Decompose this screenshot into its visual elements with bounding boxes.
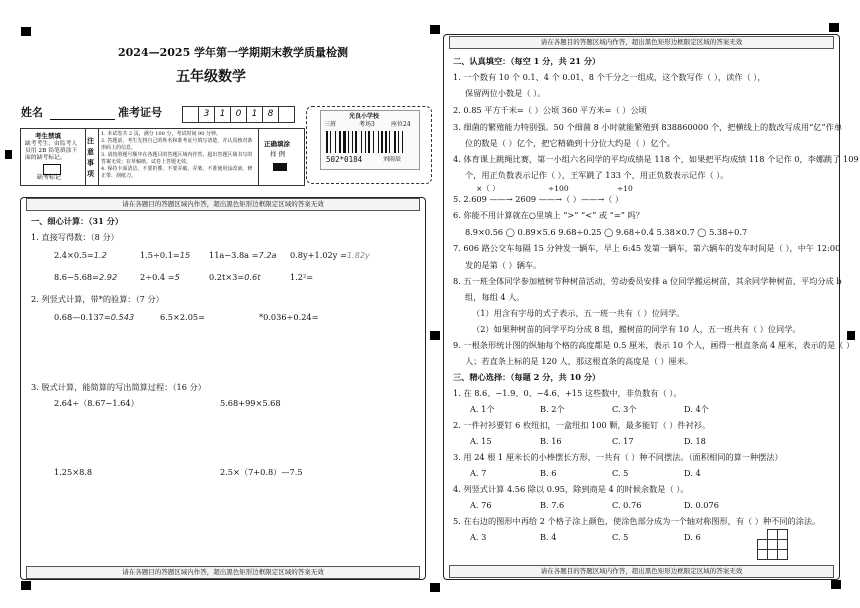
exam-id-cell: 3: [198, 106, 215, 123]
fill-line: 2. 0.85 平方千米=（ ）公顷 360 平方米=（ ）公顷: [453, 105, 647, 115]
mc-option: D. 4个: [684, 404, 709, 414]
arrow-label: ÷10: [617, 184, 633, 193]
barcode-stripe: [355, 131, 357, 153]
mc-option: C. 5: [612, 532, 629, 542]
mc-option: A. 1个: [470, 404, 495, 414]
notice-box: [20, 128, 305, 186]
step-calc-item: 2.5×（7+0.8）—7.5: [220, 467, 303, 477]
mental-math-item: 8.6−5.68=2.92: [54, 272, 118, 282]
step-calc-item: 5.68+99×5.68: [220, 398, 281, 408]
mc-option: D. 6: [684, 532, 701, 542]
barcode-stripe: [398, 131, 399, 153]
vertical-calc-item: 0.68—0.137=0.543: [54, 312, 135, 322]
barcode-student: 刘雨辰: [383, 156, 402, 163]
symmetry-grid-figure: [757, 529, 787, 559]
arrow-label: ×（ ）: [476, 184, 500, 193]
name-label: 姓名: [21, 106, 43, 119]
mental-math-item: 2÷0.4 =5: [140, 272, 180, 282]
registration-mark: [430, 583, 440, 592]
barcode-stripe: [394, 131, 396, 153]
rules-label-column: [85, 129, 99, 185]
barcode-stripe: [373, 131, 374, 153]
barcode-room: 三班: [324, 121, 337, 128]
mc-option: C. 3个: [612, 404, 637, 414]
sample-column: [258, 129, 304, 185]
registration-mark: [430, 331, 440, 340]
name-underline: [50, 119, 115, 120]
rule-line: 3. 请按照题号顺序在各题目的答题区域内作答，超出答题区域书写的答案无效；在草稿纸、试卷上答题无效。: [101, 152, 253, 165]
mc-question: 2. 一件衬衫要钉 6 枚纽扣，一盒纽扣 100 颗，最多能钉（ ）件衬衫。: [453, 420, 711, 430]
rules-label: 注意事项: [87, 136, 94, 178]
mc-option: C. 0.76: [612, 500, 642, 510]
section3-title: 三、精心选择：（每题 2 分，共 10 分）: [453, 372, 601, 382]
barcode-exam-room: 考场3: [359, 121, 375, 128]
barcode-stripe: [381, 131, 383, 153]
barcode-stripe: [385, 131, 387, 153]
mc-option: C. 5: [612, 468, 629, 478]
barcode-stripe: [335, 131, 336, 153]
fill-line: 个，用正负数表示记作（ ），王军跳了 133 个，用正负数表示记作（ ）。: [465, 170, 729, 180]
barcode-stripe: [348, 131, 349, 153]
absent-title: 考生禁填: [35, 132, 61, 140]
barcode-stripe: [343, 131, 346, 153]
grid-cell: [777, 549, 788, 560]
q1-title: 1. 直接写得数：（8 分）: [31, 232, 119, 242]
fill-line: 发的是第（ ）辆车。: [465, 260, 542, 270]
q2-title: 2. 列竖式计算，带*的验算：（7 分）: [31, 294, 164, 304]
absent-column: [21, 129, 86, 185]
banner-bottom-right: 请在各题目的答题区域内作答，超出黑色矩形边框限定区域的答案无效: [449, 565, 834, 578]
mc-option: A. 76: [470, 500, 492, 510]
registration-mark: [430, 25, 440, 34]
fill-line: 位的数是（ ）亿个，把它精确到十分位大约是（ ）亿个。: [465, 138, 675, 148]
mc-option: D. 0.076: [684, 500, 719, 510]
vertical-calc-item: 6.5×2.05=: [160, 312, 205, 322]
mental-math-item: 0.2t×3=0.6t: [209, 272, 261, 282]
mc-option: A. 7: [470, 468, 487, 478]
exam-id-cell: 1: [246, 106, 263, 123]
mc-option: B. 16: [540, 436, 562, 446]
exam-id-cell: [182, 106, 199, 123]
fill-line: 9. 一根条形统计图的纵轴每个格的高度都是 0.5 厘米，表示 10 个人，画得一根直条高 4 厘米，表示的是（ ）: [453, 340, 855, 350]
registration-mark: [21, 27, 31, 36]
fill-line: 8.9×0.56 ◯ 0.89×5.6 9.68÷0.25 ◯ 9.68÷0.4 5.38×0.7 ◯ 5.38÷0.7: [465, 227, 748, 237]
barcode-number: 502*0184: [326, 155, 363, 164]
registration-mark: [829, 23, 839, 32]
absent-mark-label: 缺考标记: [37, 174, 62, 181]
mc-option: C. 17: [612, 436, 634, 446]
sample-title: 正确填涂: [264, 140, 290, 148]
barcode-seat: 座位24: [391, 121, 411, 128]
mc-option: A. 15: [470, 436, 492, 446]
barcode-label: [320, 110, 420, 170]
mental-math-item: 2.4×0.5=1.2: [54, 250, 107, 260]
barcode-stripe: [378, 131, 379, 153]
fill-line: 5. 2.609 ——→ 2609 ——→（ ）——→（ ）: [453, 194, 624, 204]
sample-filled-mark: [273, 163, 287, 171]
registration-mark: [5, 150, 12, 159]
fill-line: 保留两位小数是（ ）。: [465, 88, 546, 98]
barcode-stripe: [339, 131, 341, 153]
exam-id-cell: 8: [262, 106, 279, 123]
mc-option: B. 2个: [540, 404, 565, 414]
banner-top-left: 请在各题目的答题区域内作答，超出黑色矩形边框限定区域的答案无效: [26, 198, 420, 211]
section2-title: 二、认真填空：（每空 1 分，共 21 分）: [453, 56, 601, 66]
fill-line: 4. 体育课上跳绳比赛，第一小组六名同学的平均成绩是 118 个，如果把平均成绩 118 个记作 0，李娜跳了 109: [453, 154, 859, 164]
mc-option: B. 4: [540, 532, 557, 542]
exam-id-cell: 1: [214, 106, 231, 123]
fill-line: 组，每组 4 人。: [465, 292, 525, 302]
banner-bottom-left: 请在各题目的答题区域内作答，超出黑色矩形边框限定区域的答案无效: [26, 566, 420, 579]
mc-question: 5. 在右边的图形中再给 2 个格子涂上颜色，使涂色部分成为一个轴对称图形，有（ ）种不同的涂法。: [453, 516, 821, 526]
exam-id-cells: [182, 106, 294, 123]
mc-question: 3. 用 24 根 1 厘米长的小棒摆长方形，一共有（ ）种不同摆法。（面积相同的算一种摆法）: [453, 452, 783, 462]
barcode-stripe: [389, 131, 390, 153]
mc-question: 4. 列竖式计算 4.56 除以 0.95，除到商是 4 的时候余数是（ ）。: [453, 484, 689, 494]
barcode-stripe: [352, 131, 353, 153]
fill-line: 7. 606 路公交车每隔 15 分钟发一辆车，早上 6:45 发第一辆车，第六辆车的发车时间是（ ），中午 12:00: [453, 243, 841, 253]
exam-title: 2024—2025 学年第一学期期末教学质量检测: [118, 46, 349, 59]
arrow-label: ÷100: [548, 184, 569, 193]
mc-option: B. 6: [540, 468, 557, 478]
fill-line: （1）用含有字母的式子表示，五一班一共有（ ）位同学。: [472, 308, 685, 318]
mental-math-item: 0.8y+1.02y =1.82y: [290, 250, 370, 260]
rules-column: [98, 129, 259, 185]
banner-top-right: 请在各题目的答题区域内作答，超出黑色矩形边框限定区域的答案无效: [449, 36, 834, 49]
mental-math-item: 1.5÷0.1=15: [140, 250, 191, 260]
sample-sub: 样 例: [270, 150, 286, 158]
step-calc-item: 1.25×8.8: [54, 467, 93, 477]
fill-line: 人；若直条上标的是 120 人，那这根直条的高度是（ ）厘米。: [465, 356, 694, 366]
barcode-stripe: [326, 131, 328, 153]
fill-line: 1. 一个数有 10 个 0.1、4 个 0.01、8 个千分之一组成，这个数写作（ ），读作（ ），: [453, 72, 766, 82]
fill-line: 6. 你能不用计算就在○里填上 “>” “<” 或 “=” 吗？: [453, 210, 644, 220]
absent-text: 缺考考生，由监考人员用 2B 铅笔填涂下面的缺考标记。: [25, 141, 78, 161]
mc-question: 1. 在 8.6、−1.9、0、−4.6、+15 这些数中，非负数有（ ）。: [453, 388, 682, 398]
mental-math-item: 11a−3.8a =7.2a: [209, 250, 277, 260]
registration-mark: [21, 581, 31, 590]
exam-id-cell: [278, 106, 295, 123]
fill-line: 8. 五一班全体同学参加植树节种树苗活动，劳动委员安排 a 位同学搬运树苗，其余同学种树苗，平均分成 b: [453, 276, 842, 286]
rule-line: 2. 答题前，考生先将自己的姓名和准考证号填写清楚，并认真核对条形码上的信息。: [101, 138, 253, 151]
barcode-stripe: [365, 131, 366, 153]
vertical-calc-item: *0.036÷0.24=: [259, 312, 319, 322]
exam-id-label: 准考证号: [118, 106, 162, 119]
barcode-stripe: [402, 131, 403, 153]
rule-line: 4. 保持卡面清洁，不要折叠、不要弄破、弄皱，不准使用涂改液、修正带、刮纸刀。: [101, 166, 253, 179]
step-calc-item: 2.64÷（8.67−1.64）: [54, 398, 139, 408]
barcode-stripe: [330, 131, 331, 153]
fill-line: 3. 细菌的繁殖能力特别强。50 个细菌 8 小时就能繁殖到 838860000 个，把横线上的数改写成用“亿”作单: [453, 122, 843, 132]
mental-math-item: 1.2²=: [290, 272, 314, 282]
barcode-school: 光良小学校: [349, 113, 380, 120]
fill-line: （2）如果种树苗的同学平均分成 8 组，搬树苗的同学有 10 人，五一班共有（ ）位同学。: [472, 324, 801, 334]
subject-title: 五年级数学: [176, 69, 246, 85]
rule-line: 1. 本试卷共 2 页，满分 100 分，考试时间 90 分钟。: [101, 131, 221, 137]
barcode-stripe: [361, 131, 362, 153]
mc-option: B. 7.6: [540, 500, 565, 510]
mc-option: A. 3: [470, 532, 487, 542]
exam-id-cell: 0: [230, 106, 247, 123]
section1-title: 一、细心计算：（31 分）: [31, 216, 124, 226]
barcode-bars: [326, 131, 414, 153]
q3-title: 3. 脱式计算，能简算的写出简算过程：（16 分）: [31, 382, 206, 392]
registration-mark: [847, 331, 855, 340]
registration-mark: [831, 580, 841, 589]
mc-option: D. 18: [684, 436, 706, 446]
barcode-stripe: [368, 131, 370, 153]
mc-option: D. 4: [684, 468, 701, 478]
